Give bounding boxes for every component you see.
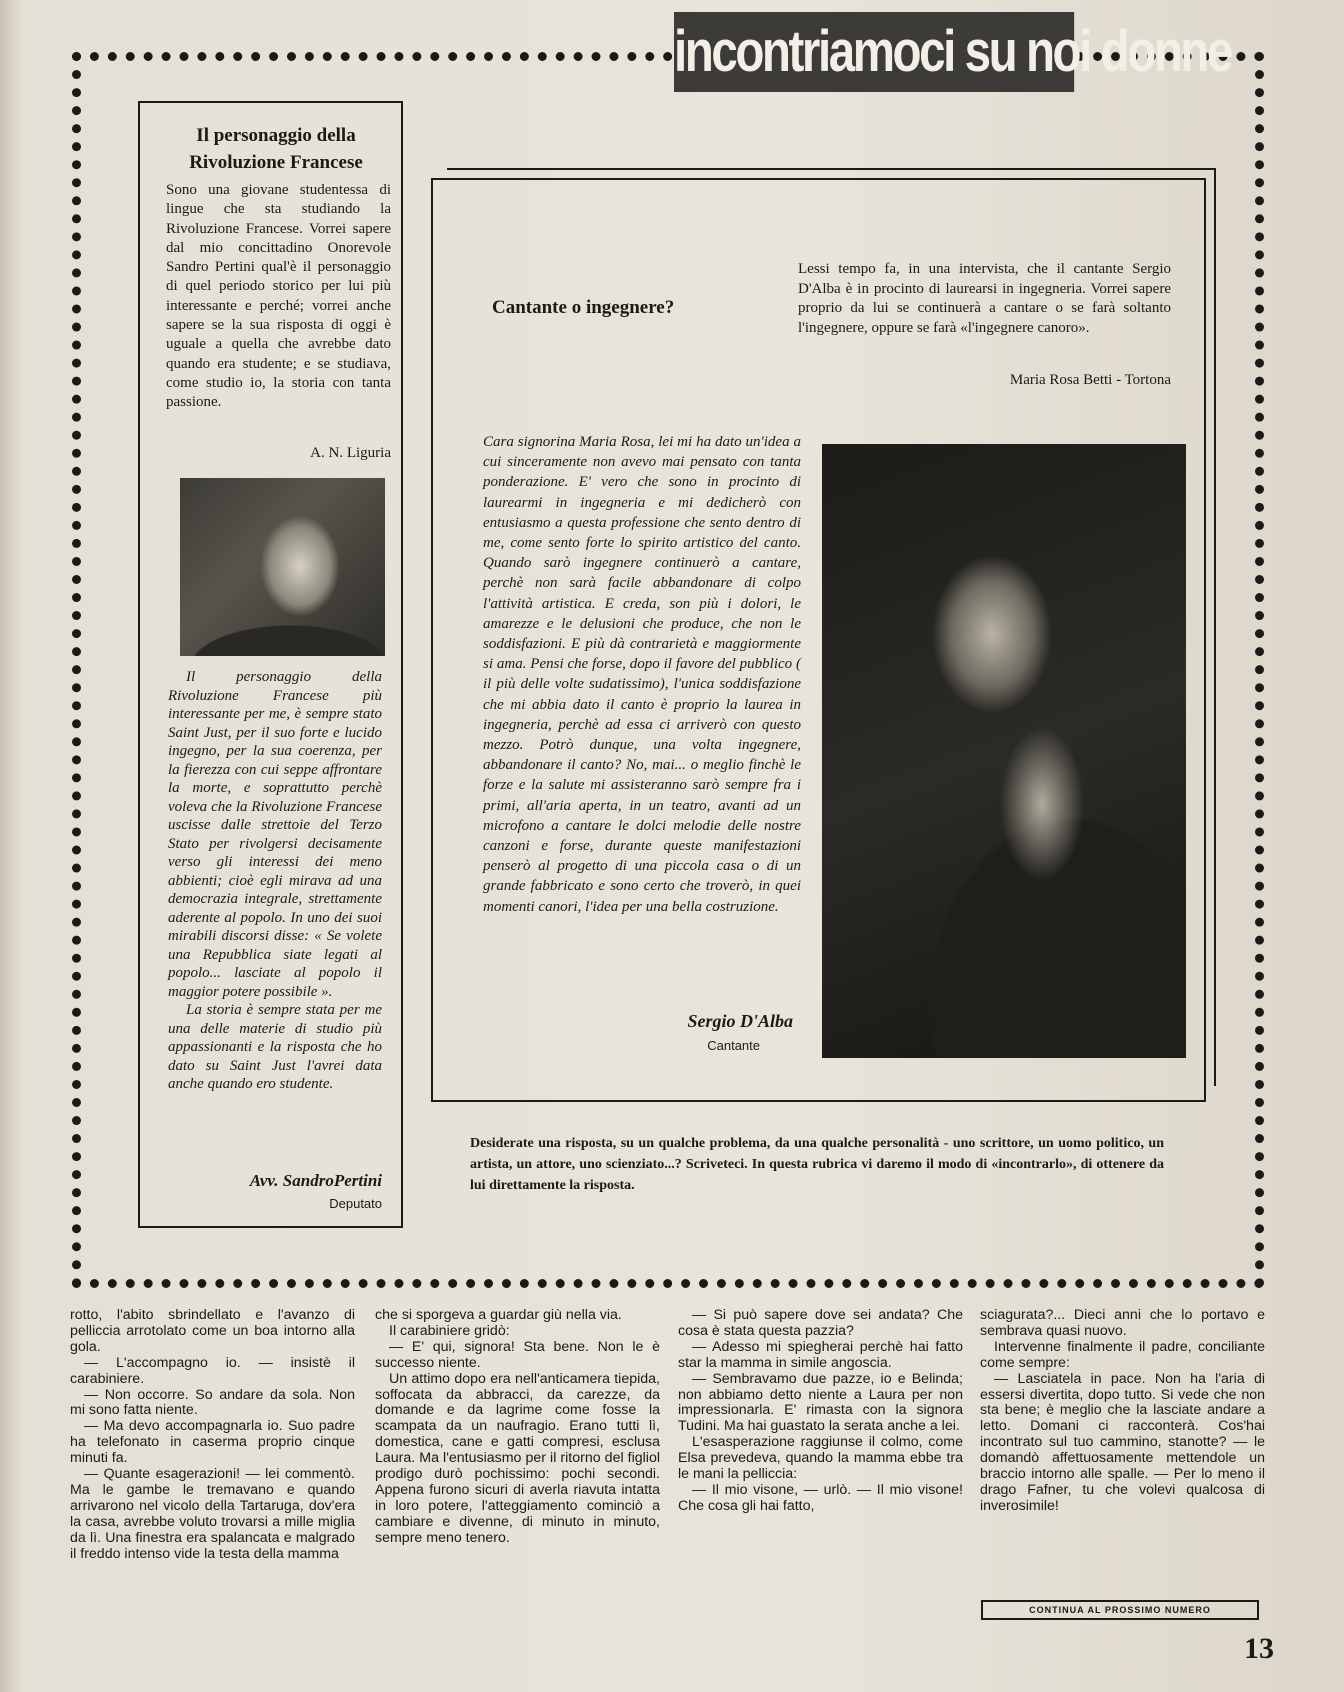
pertini-portrait-photo [180,478,385,656]
dalba-article-title: Cantante o ingegnere? [492,297,675,318]
story-paragraph: rotto, l'abito sbrindellato e l'avanzo di pelliccia arrotolato come un boa intorno alla gola. [70,1307,355,1355]
pertini-article-title: Il personaggio della Rivoluzione Francese [189,125,363,173]
story-column-3 [678,1308,963,1515]
story-paragraph: L'esasperazione raggiunse il colmo, come Elsa prevedeva, quando la mamma ebbe tra le mani la pelliccia: [678,1434,963,1483]
story-paragraph: — Sembravamo due pazze, io e Belinda; non abbiamo detto niente a Laura per non impressionarla. E' rimasta con la signora Tudini. Ma hai guastato la serata anche a lei. [678,1370,963,1435]
page-number: 13 [1244,1632,1274,1665]
dalba-portrait-photo [822,444,1186,1058]
pertini-question-text: Sono una giovane studentessa di lingue che sta studiando la Rivoluzione Francese. Vorrei sapere dal mio concittadino Onorevole Sandro Pertini qual'è il personaggio di quel periodo storico per lui più interessante e perché; vorrei anche sapere se la sua risposta di oggi è uguale a quella che avrebbe dato quando era studente; e se studiava, come studio io, la storia con tanta passione. [166,182,391,411]
dalba-answer-text: Cara signorina Maria Rosa, lei mi ha dato un'idea a cui sinceramente non avevo mai pensato con tanta ponderazione. E' vero che sono in procinto di laurearmi in ingegneria e mi dedicherò con entusiasmo a questa professione che sento dentro di me, come sento forte lo spirito artistico del canto. Quando sarò ingegnere continuerò a cantare, perchè non sarà facile abbandonare di colpo l'attività artistica. E creda, son più i dolori, le amarezze e le delusioni che produce, che non le soddisfazioni. E più dà contrarietà e maggiormente si ama. Pensi che forse, dopo il favore del pubblico ( il più delle volte sudatissimo), l'unica soddisfazione che mi abbia dato il canto è proprio la laurea in ingegneria, perchè ad essa ci arriverò con questo mezzo. Potrò dunque, una volta ingegnere, abbandonare il canto? No, mai... o meglio finchè le forze e la salute mi assisteranno sarò sempre fra i primi, all'aria aperta, in un teatro, avanti ad un microfono a cantare le dolci melodie delle nostre canzoni e forse, durante queste manifestazioni penserò al progetto di una piccola casa o di un grande fabbricato e sono certo che troverò, in quei momenti canori, l'idea per una bella costruzione. [483,434,801,915]
story-column-2 [375,1308,660,1547]
story-paragraph: — E' qui, signora! Sta bene. Non le è successo niente. [375,1338,660,1371]
story-paragraph: Intervenne finalmente il padre, conciliante come sempre: [980,1338,1265,1371]
story-paragraph: — Si può sapere dove sei andata? Che cosa è stata questa pazzia? [678,1307,963,1339]
pertini-answer-name: Avv. SandroPertini [249,1171,382,1190]
story-paragraph: — Non occorre. So andare da sola. Non mi sono fatta niente. [70,1386,355,1419]
story-column-1 [70,1308,355,1563]
pertini-question-signature: A. N. Liguria [310,445,391,461]
pertini-answer-paragraph: La storia è sempre stata per me una delle materie di studio più appassionanti e la risposta che ho dato su Saint Just l'avrei data anche quando ero studente. [168,1002,382,1092]
story-column-4 [980,1308,1265,1515]
dalba-answer-name: Sergio D'Alba [687,1011,793,1031]
story-paragraph: — Quante esagerazioni! — lei commentò. Ma le gambe le tremavano e quando arrivarono nel vicolo della Tartaruga, dov'era la casa, avrebbe voluto trovarsi a mille miglia da lì. Una finestra era spalancata e malgrado il freddo intenso vide la testa della mamma [70,1466,355,1562]
story-paragraph: Un attimo dopo era nell'anticamera tiepida, soffocata da abbracci, da carezze, da domande e da lagrime come fosse la scampata da un naufragio. Erano tutti lì, domestica, cane e gatti compresi, esclusa Laura. Ma l'entusiasmo per il ritorno del figliol prodigo durò pochissimo: pochi secondi. Appena furono sicuri di averla riavuta intatta in loro potere, l'atteggiamento cominciò a cambiare e divenne, di minuto in minuto, sempre meno tenero. [375,1370,660,1546]
story-paragraph: sciagurata?... Dieci anni che lo portavo e sembrava quasi nuovo. [980,1307,1265,1339]
dalba-question-text: Lessi tempo fa, in una intervista, che il cantante Sergio D'Alba è in procinto di laurearsi in ingegneria. Vorrei sapere proprio da lui se continuerà a cantare o se farà soltanto l'ingegnere, oppure se farà «l'ingegnere canoro». [798,261,1171,336]
story-paragraph: — L'accompagno io. — insistè il carabiniere. [70,1354,355,1387]
story-paragraph: — Il mio visone, — urlò. — Il mio visone! Che cosa gli hai fatto, [678,1481,963,1514]
pertini-answer-role: Deputato [329,1196,382,1211]
continue-next-issue-label: CONTINUA AL PROSSIMO NUMERO [981,1600,1259,1620]
masthead-title: incontriamoci su noi donne [674,12,1074,92]
story-paragraph: che si sporgeva a guardar giù nella via. [375,1307,622,1323]
column-invitation-text: Desiderate una risposta, su un qualche problema, da una qualche personalità - uno scrittore, un uomo politico, un artista, un attore, uno scienziato...? Scriveteci. In questa rubrica vi daremo il modo di «incontrarlo», di ottenere da lui direttamente la risposta. [470,1136,1164,1193]
story-paragraph: — Ma devo accompagnarla io. Suo padre ha telefonato in caserma proprio cinque minuti fa. [70,1418,355,1467]
pertini-answer-text [168,668,382,1094]
dalba-answer-role: Cantante [707,1038,760,1053]
story-paragraph: Il carabiniere gridò: [389,1322,510,1339]
dalba-question-signature: Maria Rosa Betti - Tortona [1009,372,1171,388]
pertini-answer-paragraph: Il personaggio della Rivoluzione Francese più interessante per me, è sempre stato Saint Just, per il suo forte e lucido ingegno, per la sua coerenza, per la fierezza con cui seppe affrontare la morte, e soprattutto perchè voleva che la Rivoluzione Francese uscisse dalle strettoie del Terzo Stato per rivolgersi decisamente verso gli interessi dei meno abbienti; cioè egli mirava ad una democrazia integrale, strettamente aderente al popolo. In uno dei suoi mirabili discorsi disse: « Se volete una Repubblica siate legati al popolo... lasciate al popolo il maggior potere possibile ». [168,669,382,1000]
story-paragraph: — Lasciatela in pace. Non ha l'aria di essersi divertita, dopo tutto. Si vede che non sta bene; è meglio che la lasciate andare a letto. Domani ci racconterà. Cos'hai incontrato sul tuo cammino, stanotte? — le domandò affettuosamente mettendole un braccio intorno alle spalle. — Per lo meno il drago Fafner, tu che volevi qualcosa di inverosimile! [980,1370,1265,1514]
story-paragraph: — Adesso mi spiegherai perchè hai fatto star la mamma in simile angoscia. [678,1338,963,1371]
